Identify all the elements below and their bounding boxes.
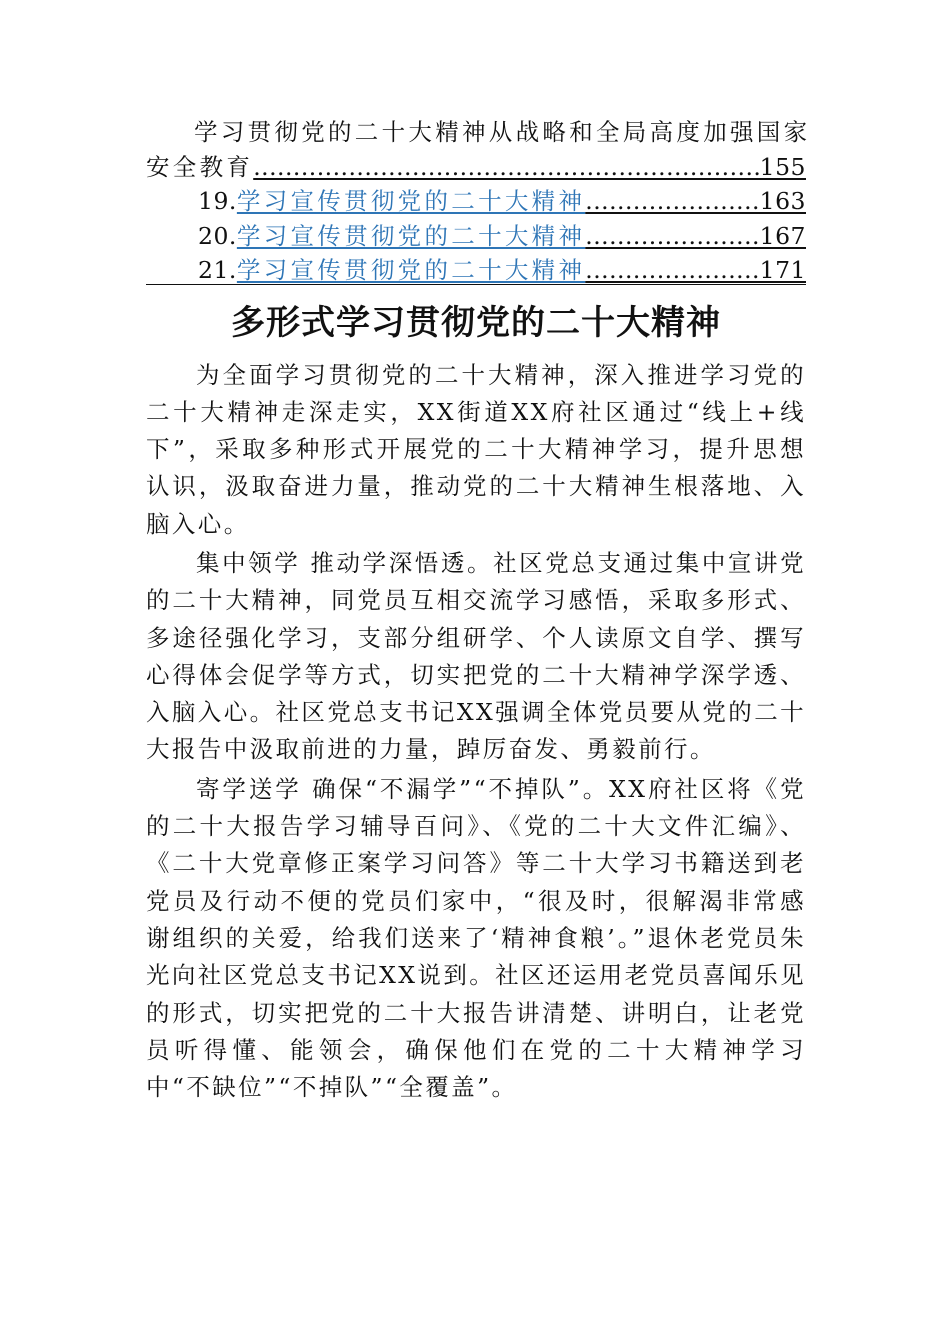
toc-dot-leader	[585, 184, 759, 219]
article-paragraph: 寄学送学 确保“不漏学”“不掉队”。XX府社区将《党的二十大报告学习辅导百问》、《党的二十大文件汇编》、《二十大党章修正案学习问答》等二十大学习书籍送到老党员及行动不便的党员们家中，“很及时，很解渴非常感谢组织的关爱，给我们送来了‘精神食粮’。”退休老党员朱光向社区党总支书记XX说到。社区还运用老党员喜闻乐见的形式，切实把党的二十大报告讲清楚、讲明白，让老党员听得懂、能领会，确保他们在党的二十大精神学习中“不缺位”“不掉队”“全覆盖”。	[146, 774, 806, 1102]
toc-entry[interactable]	[146, 219, 806, 254]
toc-entry[interactable]	[146, 150, 806, 185]
page-content	[146, 115, 811, 1106]
toc-dot-leader	[585, 253, 759, 288]
toc-entry-number: 21.	[198, 256, 237, 284]
toc-entry-number: 20.	[198, 221, 237, 250]
toc-entry-title-line: 学习贯彻党的二十大精神从战略和全局高度加强国家	[194, 118, 811, 146]
article-paragraph: 集中领学 推动学深悟透。社区党总支通过集中宣讲党的二十大精神，同党员互相交流学习感悟，采取多形式、多途径强化学习，支部分组研学、个人读原文自学、撰写心得体会促学等方式，切实把党的二十大精神学深学透、入脑入心。社区党总支书记XX强调全体党员要从党的二十大报告中汲取前进的力量，踔厉奋发、勇毅前行。	[146, 548, 806, 764]
toc-entry-link[interactable]: 学习宣传贯彻党的二十大精神	[236, 221, 586, 250]
table-of-contents	[146, 115, 811, 285]
article-title: 多形式学习贯彻党的二十大精神	[231, 302, 721, 343]
toc-page-number: 171	[759, 256, 806, 284]
toc-entry-number: 19.	[198, 187, 237, 215]
article-paragraph: 为全面学习贯彻党的二十大精神，深入推进学习党的二十大精神走深走实，XX街道XX府社区通过“线上+线下”，采取多种形式开展党的二十大精神学习，提升思想认识，汲取奋进力量，推动党的二十大精神生根落地、入脑入心。	[146, 360, 806, 538]
toc-entry-link[interactable]: 学习宣传贯彻党的二十大精神	[236, 187, 586, 215]
toc-entry-title: 安全教育	[146, 152, 254, 181]
toc-entry[interactable]	[146, 253, 806, 288]
toc-dot-leader	[585, 219, 759, 254]
toc-page-number: 163	[759, 187, 806, 215]
toc-page-number: 155	[759, 152, 806, 181]
toc-page-number: 167	[759, 221, 806, 250]
toc-dot-leader	[253, 150, 759, 185]
toc-entry-link[interactable]: 学习宣传贯彻党的二十大精神	[236, 256, 586, 284]
toc-entry[interactable]	[146, 184, 806, 219]
